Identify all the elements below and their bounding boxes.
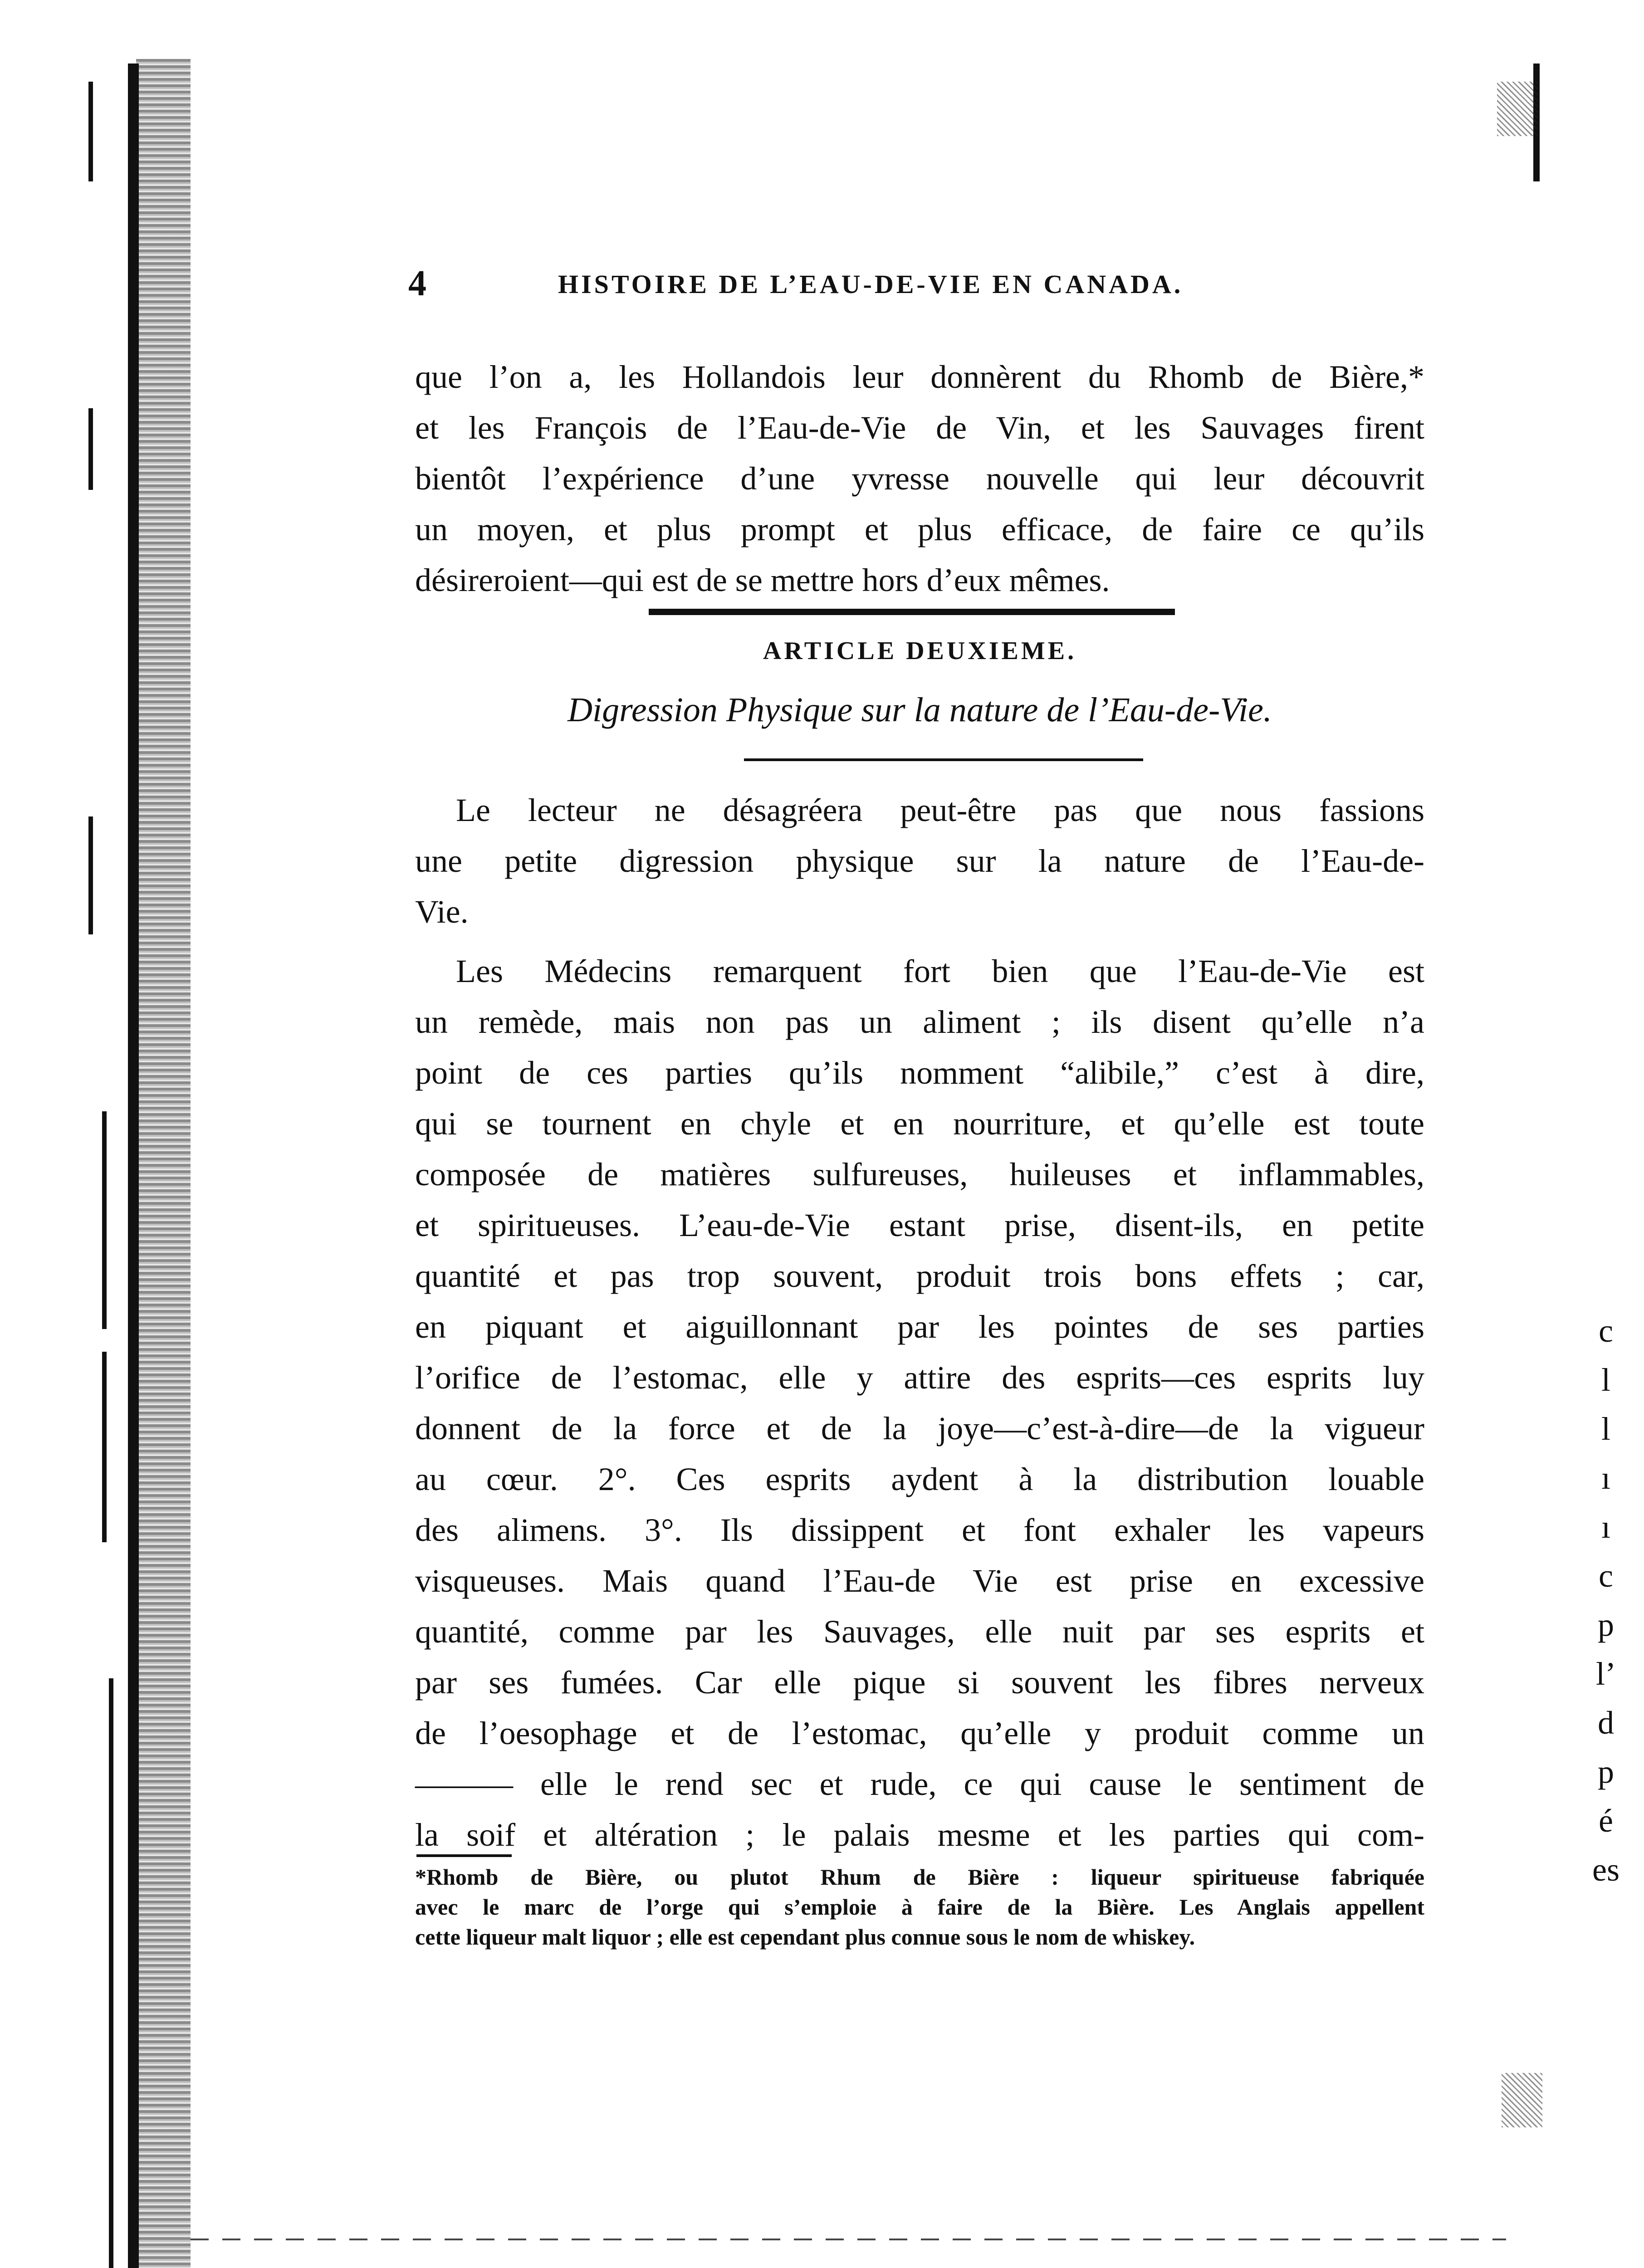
gutter-mark — [102, 1352, 107, 1542]
section-divider — [649, 609, 1175, 615]
fragment-letter: é — [1599, 1803, 1613, 1839]
text-line: la soif et altération ; le palais mesme et les parties qui com- — [415, 1817, 1424, 1853]
text-line: composée de matières sulfureuses, huileuses et inflammables, — [415, 1156, 1424, 1193]
paragraph-medecins — [415, 946, 1424, 1860]
page-number: 4 — [408, 264, 429, 303]
fragment-letter: l — [1601, 1362, 1610, 1398]
article-heading: ARTICLE DEUXIEME. — [763, 637, 1077, 665]
fragment-letter: p — [1598, 1754, 1614, 1790]
fragment-letter: es — [1592, 1852, 1620, 1888]
binding-edge — [128, 64, 139, 2268]
text-line: bientôt l’expérience d’une yvresse nouvelle qui leur découvrit — [415, 460, 1424, 497]
running-head — [408, 263, 1452, 304]
gutter-mark — [88, 408, 93, 490]
text-line: qui se tournent en chyle et en nourriture, et qu’elle est toute — [415, 1105, 1424, 1142]
text-line: donnent de la force et de la joye—c’est-à-dire—de la vigueur — [415, 1410, 1424, 1447]
text-line: quantité et pas trop souvent, produit trois bons effets ; car, — [415, 1258, 1424, 1294]
fragment-letter: c — [1599, 1313, 1613, 1349]
paragraph-continuation — [415, 352, 1424, 606]
text-line: de l’oesophage et de l’estomac, qu’elle y produit comme un — [415, 1715, 1424, 1751]
text-line: en piquant et aiguillonnant par les pointes de ses parties — [415, 1309, 1424, 1345]
fragment-letter: d — [1598, 1705, 1614, 1741]
fragment-letter: p — [1598, 1607, 1614, 1643]
footnote-line: cette liqueur malt liquor ; elle est cependant plus connue sous le nom de whiskey. — [415, 1924, 1195, 1950]
fragment-letter: ı — [1601, 1460, 1610, 1496]
scan-noise — [1502, 2073, 1542, 2127]
text-line: quantité, comme par les Sauvages, elle nuit par ses esprits et — [415, 1613, 1424, 1650]
text-line: Les Médecins remarquent fort bien que l’Eau-de-Vie est — [456, 953, 1424, 989]
gutter-mark — [102, 1111, 107, 1329]
fragment-letter: l’ — [1596, 1656, 1616, 1692]
footnote — [415, 1862, 1424, 1952]
gutter-mark — [88, 816, 93, 934]
fragment-letter: c — [1599, 1558, 1613, 1594]
text-line: et spiritueuses. L’eau-de-Vie estant prise, disent-ils, en petite — [415, 1207, 1424, 1243]
text-line: Vie. — [415, 894, 469, 930]
text-line: au cœur. 2°. Ces esprits aydent à la distribution louable — [415, 1461, 1424, 1497]
text-line: un remède, mais non pas un aliment ; ils disent qu’elle n’a — [415, 1004, 1424, 1040]
running-title: HISTOIRE DE L’EAU-DE-VIE EN CANADA. — [558, 269, 1184, 299]
text-line: par ses fumées. Car elle pique si souvent les fibres nerveux — [415, 1664, 1424, 1701]
text-line: un moyen, et plus prompt et plus efficace, de faire ce qu’ils — [415, 511, 1424, 547]
gutter-mark — [88, 82, 93, 181]
fragment-letter: l — [1601, 1411, 1610, 1447]
subtitle-divider — [744, 758, 1143, 761]
text-line: ——— elle le rend sec et rude, ce qui cause le sentiment de — [415, 1766, 1424, 1802]
fragment-letter: ı — [1601, 1509, 1610, 1545]
text-line: désireroient—qui est de se mettre hors d’eux mêmes. — [415, 562, 1110, 598]
footnote-separator — [416, 1854, 512, 1857]
binding-shadow — [136, 59, 191, 2268]
text-line: que l’on a, les Hollandois leur donnèrent du Rhomb de Bière,* — [415, 359, 1424, 395]
footnote-line: *Rhomb de Bière, ou plutot Rhum de Bière : liqueur spiritueuse fabriquée — [415, 1864, 1424, 1890]
text-line: l’orifice de l’estomac, elle y attire des esprits—ces esprits luy — [415, 1359, 1424, 1396]
gutter-mark — [109, 1678, 113, 2268]
text-line: des alimens. 3°. Ils dissippent et font exhaler les vapeurs — [415, 1512, 1424, 1548]
text-line: visqueuses. Mais quand l’Eau-de Vie est prise en excessive — [415, 1563, 1424, 1599]
paragraph-intro — [415, 785, 1424, 937]
text-line: point de ces parties qu’ils nomment “alibile,” c’est à dire, — [415, 1055, 1424, 1091]
page-bottom-edge — [191, 2239, 1506, 2240]
footnote-line: avec le marc de l’orge qui s’emploie à faire de la Bière. Les Anglais appellent — [415, 1894, 1424, 1920]
text-line: et les François de l’Eau-de-Vie de Vin, et les Sauvages firent — [415, 410, 1424, 446]
text-line: une petite digression physique sur la nature de l’Eau-de- — [415, 843, 1424, 879]
article-subtitle: Digression Physique sur la nature de l’Eau-de-Vie. — [568, 691, 1272, 729]
adjacent-page-fragment — [1581, 1306, 1631, 1894]
scan-noise — [1497, 82, 1538, 136]
text-line: Le lecteur ne désagréera peut-être pas que nous fassions — [456, 792, 1424, 828]
